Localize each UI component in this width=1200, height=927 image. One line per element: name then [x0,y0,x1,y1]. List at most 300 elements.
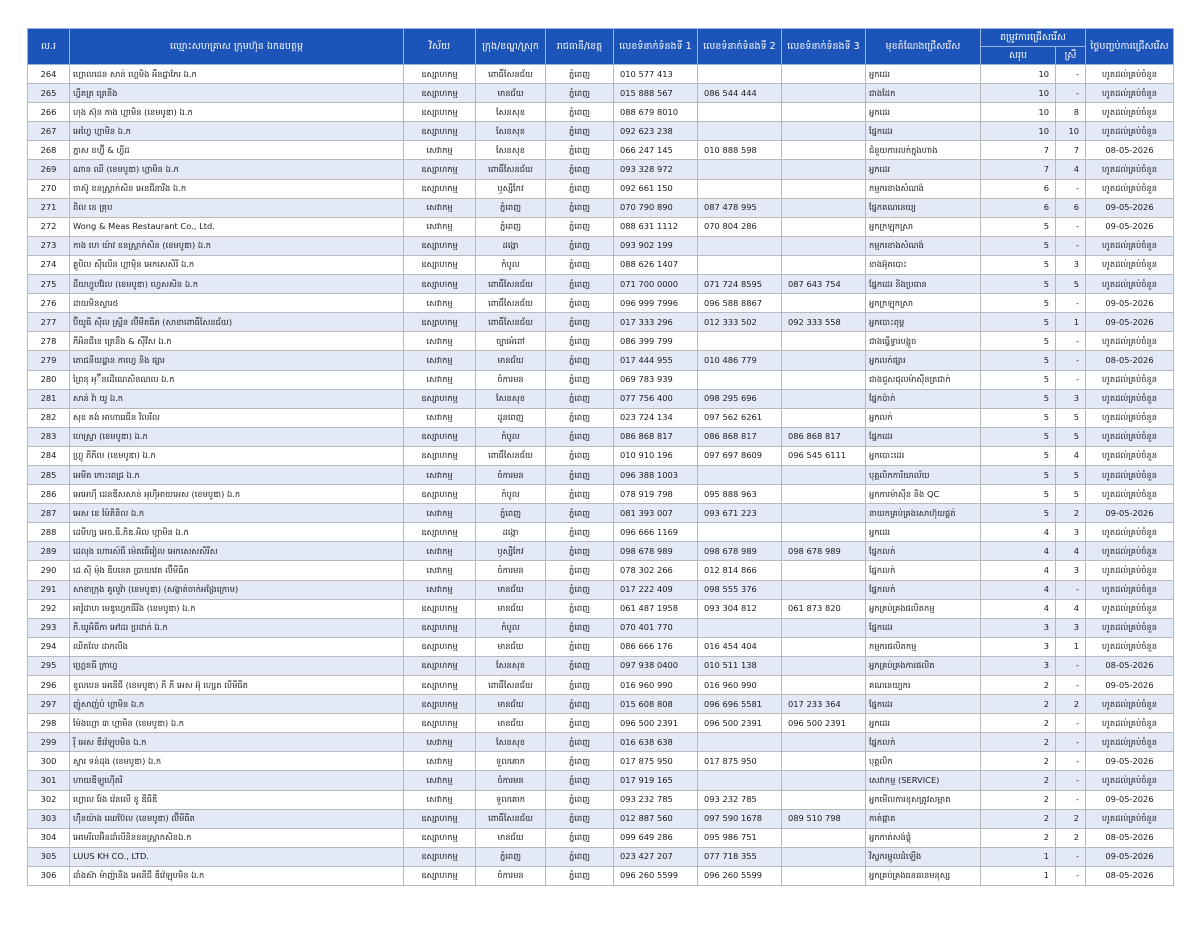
cell-company: ហាយឌីឡូហ៊ើតរិ [70,771,404,790]
cell-female: 6 [1056,198,1086,217]
cell-phone1: 015 608 808 [614,695,698,714]
cell-total: 5 [981,332,1056,351]
cell-phone3 [782,733,866,752]
cell-company: ម៉ែងហ្គោ ៣ ហ្គាមិន (ខេមបូឌា) ឯ.ក [70,714,404,733]
cell-phone1: 093 232 785 [614,790,698,809]
cell-no: 280 [28,370,70,389]
cell-province: ភ្នំពេញ [546,465,614,484]
cell-position: កម្មករខាងសំណង់ [866,179,981,198]
cell-phone1: 092 661 150 [614,179,698,198]
cell-sector: ឧស្សាហកម្ម [404,160,476,179]
cell-province: ភ្នំពេញ [546,294,614,313]
cell-company: ហ្រ្គេនធី ក្រាហ្វ [70,656,404,675]
cell-deadline: ហូតដល់គ្រប់ចំនួន [1086,103,1174,122]
table-row [28,217,1174,236]
cell-total: 5 [981,275,1056,294]
cell-position: អ្នកមើលការខុសត្រូវសម្អាត [866,790,981,809]
cell-phone2: 077 718 355 [698,847,782,866]
cell-total: 2 [981,828,1056,847]
cell-province: ភ្នំពេញ [546,332,614,351]
cell-sector: ឧស្សាហកម្ម [404,427,476,446]
cell-total: 5 [981,446,1056,465]
cell-deadline: 09-05-2026 [1086,313,1174,332]
cell-female: - [1056,351,1086,370]
cell-total: 3 [981,618,1056,637]
cell-province: ភ្នំពេញ [546,389,614,408]
cell-no: 266 [28,103,70,122]
cell-female: 3 [1056,523,1086,542]
cell-no: 303 [28,809,70,828]
cell-sector: សេវាកម្ម [404,217,476,236]
cell-deadline: ហូតដល់គ្រប់ចំនួន [1086,408,1174,427]
table-row [28,179,1174,198]
cell-female: - [1056,752,1086,771]
cell-phone3 [782,255,866,274]
cell-sector: សេវាកម្ម [404,504,476,523]
cell-phone3: 017 233 364 [782,695,866,714]
cell-phone2: 010 511 138 [698,656,782,675]
cell-no: 267 [28,122,70,141]
table-row [28,122,1174,141]
table-row [28,255,1174,274]
cell-sector: ឧស្សាហកម្ម [404,676,476,695]
table-row [28,485,1174,504]
cell-deadline: ហូតដល់គ្រប់ចំនួន [1086,122,1174,141]
cell-phone3 [782,656,866,675]
cell-phone1: 096 999 7996 [614,294,698,313]
cell-sector: ឧស្សាហកម្ម [404,656,476,675]
cell-deadline: 09-05-2026 [1086,752,1174,771]
table-row [28,313,1174,332]
cell-position: អ្នកដេរ [866,523,981,542]
cell-position: កម្មករផលិតកម្ម [866,637,981,656]
cell-position: ជំនួយការលក់ក្នុងហាង [866,141,981,160]
table-row [28,446,1174,465]
cell-total: 3 [981,637,1056,656]
cell-phone2 [698,465,782,484]
cell-no: 297 [28,695,70,714]
cell-total: 1 [981,847,1056,866]
cell-female: 2 [1056,828,1086,847]
cell-female: - [1056,65,1086,84]
cell-district: ពោធិ៍សែនជ័យ [476,676,546,695]
table-row [28,695,1174,714]
header-deadline: ថ្ងៃបញ្ចប់ការជ្រើសរើស [1086,29,1174,65]
cell-total: 5 [981,351,1056,370]
cell-position: អ្នកដេរ [866,714,981,733]
cell-no: 295 [28,656,70,675]
cell-no: 283 [28,427,70,446]
cell-district: ពោធិ៍សែនជ័យ [476,160,546,179]
cell-deadline: ហូតដល់គ្រប់ចំនួន [1086,542,1174,561]
cell-no: 281 [28,389,70,408]
cell-no: 289 [28,542,70,561]
cell-province: ភ្នំពេញ [546,656,614,675]
cell-female: 2 [1056,695,1086,714]
cell-phone3 [782,65,866,84]
table-row [28,580,1174,599]
cell-deadline: ហូតដល់គ្រប់ចំនួន [1086,561,1174,580]
cell-phone3 [782,504,866,523]
cell-phone2: 097 562 6261 [698,408,782,427]
cell-position: ផ្នែកដេរ [866,618,981,637]
cell-phone2: 098 295 696 [698,389,782,408]
header-female: ស្រី [1056,47,1086,65]
cell-province: ភ្នំពេញ [546,485,614,504]
cell-female: 5 [1056,485,1086,504]
cell-company: ភីអិនជីខេ ត្រេនឹង & ស៊ឺវីស ឯ.ក [70,332,404,351]
cell-district: មានជ័យ [476,714,546,733]
cell-phone2: 095 888 963 [698,485,782,504]
table-header [28,29,1174,65]
cell-position: អ្នកគ្រប់គ្រងការផលិត [866,656,981,675]
cell-phone2 [698,65,782,84]
cell-female: 4 [1056,542,1086,561]
cell-province: ភ្នំពេញ [546,809,614,828]
cell-phone2: 093 304 812 [698,599,782,618]
cell-total: 5 [981,313,1056,332]
cell-phone3 [782,847,866,866]
cell-deadline: 08-05-2026 [1086,141,1174,160]
cell-province: ភ្នំពេញ [546,236,614,255]
cell-phone3 [782,618,866,637]
cell-company: ហុង ស៊ុន កាង ហ្គាមិន (ខេមបូឌា) ឯ.ក [70,103,404,122]
cell-district: ពោធិ៍សែនជ័យ [476,275,546,294]
table-row [28,866,1174,885]
cell-phone3 [782,676,866,695]
cell-position: ផ្នែកលក់ [866,733,981,752]
cell-position: បុគ្គលិកការិយាល័យ [866,465,981,484]
cell-district: ដង្កោ [476,236,546,255]
cell-female: - [1056,656,1086,675]
cell-company: ដាយមិនស្ទារ៥ [70,294,404,313]
cell-deadline: ហូតដល់គ្រប់ចំនួន [1086,84,1174,103]
cell-province: ភ្នំពេញ [546,866,614,885]
table-row [28,294,1174,313]
cell-province: ភ្នំពេញ [546,370,614,389]
cell-female: - [1056,847,1086,866]
cell-province: ភ្នំពេញ [546,637,614,656]
cell-phone2 [698,370,782,389]
cell-phone3: 061 873 820 [782,599,866,618]
table-row [28,198,1174,217]
cell-total: 6 [981,179,1056,198]
cell-phone3 [782,179,866,198]
header-no: ល.រ [28,29,70,65]
cell-company: អេស ខេ ម៉ែតិនិល ឯ.ក [70,504,404,523]
cell-sector: សេវាកម្ម [404,370,476,389]
cell-phone3 [782,866,866,885]
cell-no: 282 [28,408,70,427]
cell-female: 4 [1056,160,1086,179]
cell-phone1: 096 500 2391 [614,714,698,733]
cell-phone2: 098 555 376 [698,580,782,599]
cell-province: ភ្នំពេញ [546,351,614,370]
cell-female: - [1056,217,1086,236]
cell-position: ផ្នែកដេរ [866,427,981,446]
cell-position: ផ្នែកប៉ាក់ [866,389,981,408]
header-total: សរុប [981,47,1056,65]
cell-female: 7 [1056,141,1086,160]
cell-phone3 [782,828,866,847]
cell-company: ហ្គោលដេន សាន់ ហ្គេមិង អឹនជ្ជាភែរ ឯ.ក [70,65,404,84]
cell-district: ចំការមន [476,561,546,580]
cell-total: 2 [981,695,1056,714]
cell-no: 272 [28,217,70,236]
cell-company: កាង ហេ យ៉ាវ ខនស្រ្តាក់សិន (ខេមបូឌា) ឯ.ក [70,236,404,255]
cell-deadline: ហូតដល់គ្រប់ចំនួន [1086,179,1174,198]
cell-district: ពោធិ៍សែនជ័យ [476,294,546,313]
cell-company: អេមីត កោះពេជ្រ ឯ.ក [70,465,404,484]
cell-district: មានជ័យ [476,351,546,370]
cell-sector: ឧស្សាហកម្ម [404,485,476,504]
cell-district: ពោធិ៍សែនជ័យ [476,313,546,332]
cell-phone2: 010 888 598 [698,141,782,160]
cell-sector: ឧស្សាហកម្ម [404,84,476,103]
table-row [28,752,1174,771]
cell-phone3 [782,408,866,427]
cell-deadline: ហូតដល់គ្រប់ចំនួន [1086,485,1174,504]
cell-phone2: 096 260 5599 [698,866,782,885]
cell-phone1: 099 649 286 [614,828,698,847]
cell-no: 292 [28,599,70,618]
table-body [28,65,1174,886]
cell-female: 5 [1056,427,1086,446]
cell-deadline: ហូតដល់គ្រប់ចំនួន [1086,618,1174,637]
cell-total: 7 [981,160,1056,179]
cell-company: ដេលុង ហោរស៍ធី ម៉េតធើរៀល អេកសេសសិរីស [70,542,404,561]
cell-sector: ឧស្សាហកម្ម [404,847,476,866]
table-row [28,427,1174,446]
table-row [28,809,1174,828]
cell-phone3 [782,236,866,255]
cell-no: 273 [28,236,70,255]
cell-sector: ឧស្សាហកម្ម [404,122,476,141]
cell-position: អ្នកបោះពុម្ព [866,313,981,332]
cell-district: ចំការមន [476,465,546,484]
cell-phone1: 010 577 413 [614,65,698,84]
cell-sector: ឧស្សាហកម្ម [404,103,476,122]
cell-phone1: 092 623 238 [614,122,698,141]
cell-position: អ្នកបោះដេរ [866,446,981,465]
cell-phone1: 017 444 955 [614,351,698,370]
cell-district: កំបូល [476,255,546,274]
cell-female: - [1056,580,1086,599]
cell-deadline: ហូតដល់គ្រប់ចំនួន [1086,580,1174,599]
cell-district: ទួលគោក [476,790,546,809]
cell-total: 5 [981,485,1056,504]
cell-deadline: ហូតដល់គ្រប់ចំនួន [1086,427,1174,446]
cell-position: អ្នកកាត់សង់ផ្តុំ [866,828,981,847]
cell-phone2 [698,618,782,637]
cell-total: 5 [981,504,1056,523]
cell-company: សុខ គង់ អាហារេធីន វិលរីល [70,408,404,427]
cell-female: - [1056,179,1086,198]
cell-no: 287 [28,504,70,523]
cell-phone2: 093 671 223 [698,504,782,523]
cell-company: អេអេហ៊ី ដេនឌីសសាន់ អុហ៊ីអាយអេស (ខេមបូឌា) ឯ.ក [70,485,404,504]
cell-company: ប៊ីយូធី ស៊ីល ស្រ្ទីន ល៊ីមីតធីត (សាខាពោធិ៍សែនជ័យ) [70,313,404,332]
cell-deadline: ហូតដល់គ្រប់ចំនួន [1086,599,1174,618]
cell-phone3: 098 678 989 [782,542,866,561]
cell-deadline: 09-05-2026 [1086,198,1174,217]
cell-no: 271 [28,198,70,217]
cell-phone3 [782,294,866,313]
cell-company: ឈីតលែ ដាកលីង [70,637,404,656]
cell-company: ចាស៊ូ ខនស្រ្តាក់សិន អេនជីនារីង ឯ.ក [70,179,404,198]
cell-province: ភ្នំពេញ [546,599,614,618]
cell-phone2 [698,733,782,752]
cell-female: 5 [1056,465,1086,484]
cell-phone1: 078 302 266 [614,561,698,580]
table-row [28,332,1174,351]
cell-province: ភ្នំពេញ [546,122,614,141]
cell-company: ដេមីហ្ស អេច.ធី.ភិឌ.អិល ហ្គាមិន ឯ.ក [70,523,404,542]
cell-phone2: 097 697 8609 [698,446,782,465]
cell-female: 3 [1056,561,1086,580]
cell-deadline: ហូតដល់គ្រប់ចំនួន [1086,65,1174,84]
cell-phone1: 088 631 1112 [614,217,698,236]
cell-district: កំបូល [476,618,546,637]
cell-sector: ឧស្សាហកម្ម [404,255,476,274]
cell-province: ភ្នំពេញ [546,275,614,294]
cell-female: 10 [1056,122,1086,141]
table-row [28,637,1174,656]
cell-position: វិស្វករម្ដូលដំឡើង [866,847,981,866]
cell-province: ភ្នំពេញ [546,733,614,752]
cell-province: ភ្នំពេញ [546,408,614,427]
cell-sector: ឧស្សាហកម្ម [404,236,476,255]
cell-company: អេហ្វៃ ហ្គាមិន ឯ.ក [70,122,404,141]
cell-phone1: 070 790 890 [614,198,698,217]
cell-district: ចំការមន [476,370,546,389]
cell-district: ភ្នំពេញ [476,217,546,236]
cell-province: ភ្នំពេញ [546,217,614,236]
cell-no: 270 [28,179,70,198]
cell-female: 5 [1056,408,1086,427]
cell-phone3: 092 333 558 [782,313,866,332]
cell-province: ភ្នំពេញ [546,771,614,790]
cell-total: 5 [981,294,1056,313]
cell-phone3 [782,198,866,217]
cell-female: - [1056,332,1086,351]
cell-sector: ឧស្សាហកម្ម [404,313,476,332]
cell-total: 6 [981,198,1056,217]
cell-deadline: 08-05-2026 [1086,351,1174,370]
cell-position: ខាងអ៊ុតបោះ [866,255,981,274]
cell-district: ឫស្សីកែវ [476,542,546,561]
table-row [28,465,1174,484]
cell-phone1: 017 875 950 [614,752,698,771]
table-row [28,523,1174,542]
cell-no: 299 [28,733,70,752]
cell-phone1: 010 910 196 [614,446,698,465]
cell-position: អ្នកដេរ [866,160,981,179]
cell-position: អ្នកលក់ផ្សារ [866,351,981,370]
cell-phone3 [782,217,866,236]
cell-sector: ឧស្សាហកម្ម [404,389,476,408]
cell-female: - [1056,714,1086,733]
cell-position: គណនេយ្យករ [866,676,981,695]
cell-deadline: ហូតដល់គ្រប់ចំនួន [1086,370,1174,389]
cell-phone3 [782,332,866,351]
cell-no: 294 [28,637,70,656]
cell-position: ផ្នែកលក់ [866,561,981,580]
cell-phone1: 077 756 400 [614,389,698,408]
cell-female: 2 [1056,504,1086,523]
cell-total: 2 [981,733,1056,752]
cell-position: សេវាកម្ម (SERVICE) [866,771,981,790]
cell-female: - [1056,771,1086,790]
cell-phone3: 089 510 798 [782,809,866,828]
table-row [28,847,1174,866]
cell-phone3 [782,370,866,389]
cell-district: ច្បារអំពៅ [476,332,546,351]
cell-no: 296 [28,676,70,695]
cell-phone1: 015 888 567 [614,84,698,103]
cell-phone3: 087 643 754 [782,275,866,294]
cell-district: កំបូល [476,485,546,504]
cell-female: 4 [1056,446,1086,465]
cell-district: ពោធិ៍សែនជ័យ [476,446,546,465]
cell-female: - [1056,84,1086,103]
cell-province: ភ្នំពេញ [546,427,614,446]
cell-phone2 [698,160,782,179]
cell-province: ភ្នំពេញ [546,160,614,179]
cell-company: ភោជនីយដ្ឋាន កាហ្វេ និង ផ្សារ [70,351,404,370]
cell-company: ខូលបេន អេនើជី (ខេមបូឌា) ភី ភី អេស អ៊ុ ហ្សេត លីមីធីត [70,676,404,695]
cell-deadline: 09-05-2026 [1086,676,1174,695]
cell-deadline: ហូតដល់គ្រប់ចំនួន [1086,160,1174,179]
cell-no: 275 [28,275,70,294]
cell-phone2: 071 724 8595 [698,275,782,294]
cell-company: ដឹយហ្វូបរ៊ែល (ខេមបូឌា) ហ្វេសសិន ឯ.ក [70,275,404,294]
table-row [28,275,1174,294]
cell-company: ព្រៃនុ អុ៊ីនដើណេសិនណល ឯ.ក [70,370,404,389]
cell-phone1: 061 487 1958 [614,599,698,618]
cell-phone2: 016 960 990 [698,676,782,695]
cell-sector: ឧស្សាហកម្ម [404,828,476,847]
cell-deadline: ហូតដល់គ្រប់ចំនួន [1086,523,1174,542]
cell-phone1: 086 666 176 [614,637,698,656]
header-sector: វិស័យ [404,29,476,65]
cell-position: ជាងជួសជុលម៉ាស៊ីនត្រជាក់ [866,370,981,389]
cell-no: 277 [28,313,70,332]
cell-total: 2 [981,714,1056,733]
cell-province: ភ្នំពេញ [546,752,614,771]
cell-company: ហ្វីតត្រ ត្រេនីង [70,84,404,103]
cell-province: ភ្នំពេញ [546,618,614,637]
cell-province: ភ្នំពេញ [546,65,614,84]
header-position: មុខតំណែងជ្រើសរើស [866,29,981,65]
job-listing-sheet [27,28,1173,886]
cell-total: 4 [981,580,1056,599]
cell-deadline: ហូតដល់គ្រប់ចំនួន [1086,332,1174,351]
cell-phone1: 017 919 165 [614,771,698,790]
cell-female: - [1056,733,1086,752]
table-row [28,408,1174,427]
cell-company: ភ្នាស ខហ្វ៊ី & ហ្វីដ [70,141,404,160]
cell-no: 279 [28,351,70,370]
cell-phone2 [698,255,782,274]
cell-total: 2 [981,771,1056,790]
cell-sector: ឧស្សាហកម្ម [404,523,476,542]
cell-district: ដូនពេញ [476,408,546,427]
cell-district: ចំការមន [476,771,546,790]
cell-phone3 [782,523,866,542]
table-row [28,771,1174,790]
table-row [28,656,1174,675]
